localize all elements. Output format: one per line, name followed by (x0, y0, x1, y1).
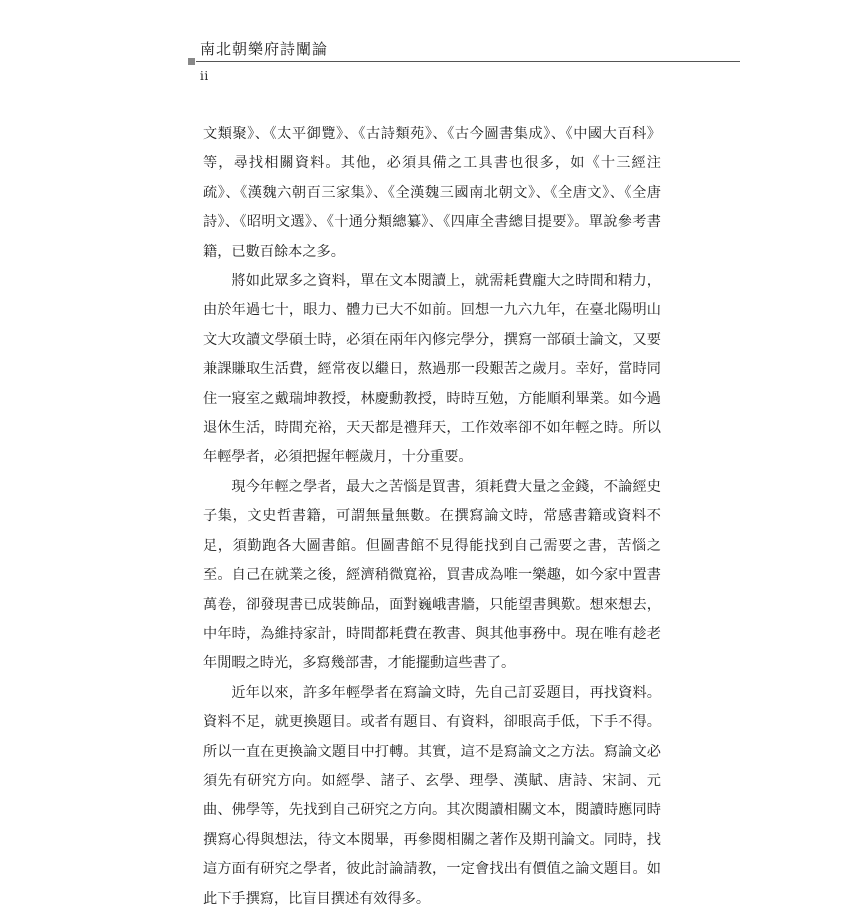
header-rule (196, 61, 740, 62)
running-head: 南北朝樂府詩闡論 (200, 40, 329, 58)
paragraph: 現今年輕之學者，最大之苦惱是買書，須耗費大量之金錢，不論經史子集，文史哲書籍，可謂無量無數。在撰寫論文時，常感書籍或資料不足，須勤跑各大圖書館。但圖書館不見得能找到自己需要之書，苦惱之至。自己在就業之後，經濟稍微寬裕，買書成為唯一樂趣，如今家中置書萬卷，卻發現書已成裝飾品，面對巍峨書牆，只能望書興歎。想來想去，中年時，為維持家計，時間都耗費在教書、與其他事務中。現在唯有趁老年閒暇之時光，多寫幾部書，才能擺動這些書了。 (203, 478, 661, 672)
paragraph: 近年以來，許多年輕學者在寫論文時，先自己訂妥題目，再找資料。資料不足，就更換題目。或者有題目、有資料，卻眼高手低，下手不得。所以一直在更換論文題目中打轉。其實，這不是寫論文之方法。寫論文必須先有研究方向。如經學、諸子、玄學、理學、漢賦、唐詩、宋詞、元曲、佛學等，先找到自己研究之方向。其次閱讀相關文本，閱讀時應同時撰寫心得與想法，待文本閱畢，再參閱相關之著作及期刊論文。同時，找這方面有研究之學者，彼此討論請教，一定會找出有價值之論文題目。如此下手撰寫，比盲目撰述有效得多。 (203, 684, 661, 907)
header-rule-marker (188, 58, 195, 65)
paragraph-continued: 文類聚》、《太平御覽》、《古詩類苑》、《古今圖書集成》、《中國大百科》等，尋找相關資料。其他，必須具備之工具書也很多，如《十三經注疏》、《漢魏六朝百三家集》、《全漢魏三國南北朝文》、《全唐文》、《全唐詩》、《昭明文選》、《十通分類總纂》、《四庫全書總目提要》。單說參考書籍，已數百餘本之多。 (203, 126, 661, 260)
body-text (203, 120, 661, 914)
page-number: ii (200, 69, 209, 83)
paragraph: 將如此眾多之資料，單在文本閱讀上，就需耗費龐大之時間和精力，由於年過七十，眼力、體力已大不如前。回想一九六九年，在臺北陽明山文大攻讀文學碩士時，必須在兩年內修完學分，撰寫一部碩士論文，又要兼課賺取生活費，經常夜以繼日，熬過那一段艱苦之歲月。幸好，當時同住一寢室之戴瑞坤教授，林慶勳教授，時時互勉，方能順利畢業。如今過退休生活，時間充裕，天天都是禮拜天，工作效率卻不如年輕之時。所以年輕學者，必須把握年輕歲月，十分重要。 (203, 273, 661, 466)
